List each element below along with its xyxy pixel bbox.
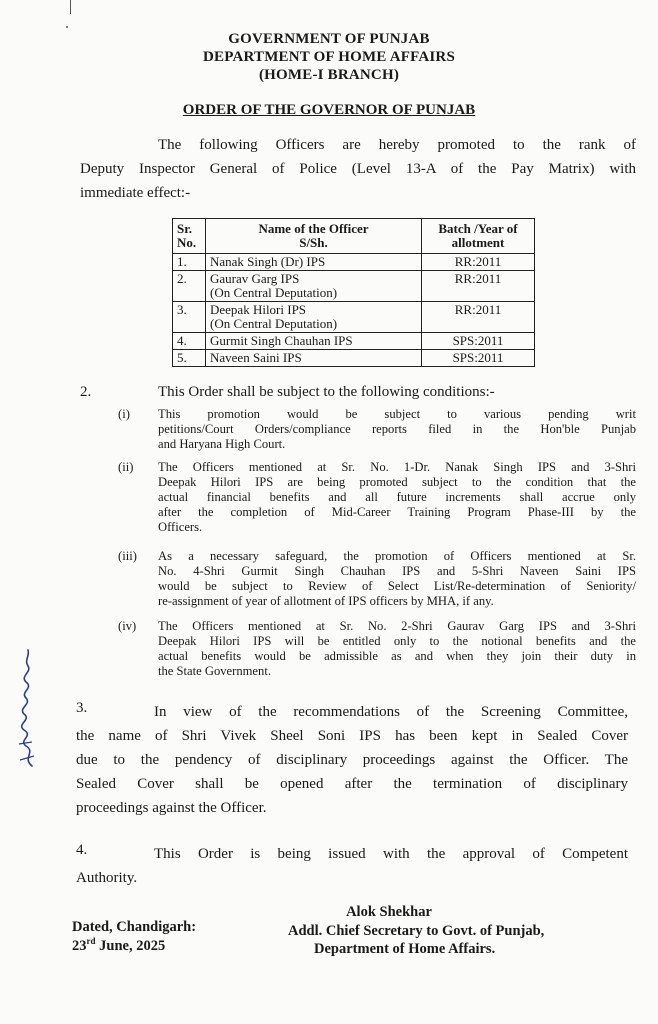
row-batch: RR:2011 xyxy=(422,302,535,333)
signatory-designation: Addl. Chief Secretary to Govt. of Punjab, xyxy=(288,923,545,939)
condition-marker: (iii) xyxy=(118,549,137,563)
table-row xyxy=(173,254,535,271)
header-officer-name: Name of the Officer S/Sh. xyxy=(206,219,422,254)
row-batch: SPS:2011 xyxy=(422,350,535,367)
signatory-department: Department of Home Affairs. xyxy=(314,941,496,957)
row-name: Gaurav Garg IPS (On Central Deputation) xyxy=(206,271,422,302)
header-government: GOVERNMENT OF PUNJAB xyxy=(228,31,430,47)
table-row xyxy=(173,350,535,367)
header-sr-no: Sr. No. xyxy=(173,219,206,254)
signatory-name: Alok Shekhar xyxy=(346,904,432,920)
row-batch: RR:2011 xyxy=(422,254,535,271)
intro-paragraph xyxy=(80,133,636,205)
intro-line: The following Officers are hereby promoted to the rank of xyxy=(158,137,636,153)
para3-number: 3. xyxy=(76,700,88,716)
condition-marker: (iv) xyxy=(118,619,137,633)
para3: In view of the recommendations of the Screening Committee, the name of Shri Vivek Sheel Soni IPS has been kept in Sealed Cover due to the pendency of disciplinary proceedings against the Officer. The Sealed Cover shall be opened after the termination of disciplinary proceedings against the Officer. xyxy=(76,704,628,816)
intro-line: Deputy Inspector General of Police (Level 13-A of the Pay Matrix) with xyxy=(80,161,636,177)
condition-marker: (ii) xyxy=(118,460,134,474)
header-batch: Batch /Year of allotment xyxy=(422,219,535,254)
para2-number: 2. xyxy=(80,384,92,400)
header-branch: (HOME-I BRANCH) xyxy=(258,67,400,83)
para4: This Order is being issued with the approval of Competent Authority. xyxy=(76,846,628,886)
document-page: GOVERNMENT OF PUNJAB DEPARTMENT OF HOME AFFAIRS (HOME-I BRANCH) ORDER OF THE GOVERNOR OF PUNJAB The following Officers are hereby promoted to the rank of Deputy Inspector General of Police (Level 13-A of the Pay Matrix) with immediate effect:- Sr. No. Name of the Officer S/Sh. Batch /Year of allotment 1. Nanak Singh (Dr) IPS RR:2011 2. Gaurav Garg IPS (On Central Deputation) RR:2011 3. Deepak Hilori IPS (On Central Deputation) RR:2011 4. Gurmit Singh Chauhan IPS SPS:2011 5. Naveen Saini IPS SPS:2011 2. This Order shall be subject to the following conditions:- (i) This promotion would be subject to various pending writ petitions/Court Orders/compliance reports filed in the Hon'ble Punjab and Haryana High Court. (ii) The Officers mentioned at Sr. No. 1-Dr. Nanak Singh IPS and 3-Shri Deepak Hilori IPS are being promoted subject to the condition that the actual financial benefits and all future increments shall accrue only after the completion of Mid-Career Training Program Phase-III by the Officers. (iii) As a necessary safeguard, the promotion of Officers mentioned at Sr. No. 4-Shri Gurmit Singh Chauhan IPS and 5-Shri Naveen Saini IPS would be subject to Review of Select List/Re-determination of Seniority/ re-assignment of year of allotment of IPS officers by MHA, if any. (iv) The Officers mentioned at Sr. No. 2-Shri Gaurav Garg IPS and 3-Shri Deepak Hilori IPS will be entitled only to the notional benefits and the actual benefits would be admissible as and when they join their duty in the State Government. 3. In view of the recommendations of the Screening Committee, the name of Shri Vivek Sheel Soni IPS has been kept in Sealed Cover due to the pendency of disciplinary proceedings against the Officer. The Sealed Cover shall be opened after the termination of disciplinary proceedings against the Officer. 4. This Order is being issued with the approval of Competent Authority. Alok Shekhar Addl. Chief Secretary to Govt. of Punjab, Department of Home Affairs. Dated, Chandigarh: 23rd June, 2025 xyxy=(0,0,658,1024)
scan-dot xyxy=(66,26,68,28)
table-row xyxy=(173,271,535,302)
header-department: DEPARTMENT OF HOME AFFAIRS xyxy=(202,49,456,65)
table-row xyxy=(173,302,535,333)
order-title: ORDER OF THE GOVERNOR OF PUNJAB xyxy=(182,102,476,118)
row-sr: 3. xyxy=(173,302,206,333)
row-sr: 2. xyxy=(173,271,206,302)
table-row xyxy=(173,333,535,350)
table-header-row xyxy=(173,219,535,254)
intro-line: immediate effect:- xyxy=(80,185,191,201)
dated-place: Dated, Chandigarh: xyxy=(72,919,197,935)
row-name: Gurmit Singh Chauhan IPS xyxy=(206,333,422,350)
dated-date: 23rd June, 2025 xyxy=(72,936,166,954)
handwritten-initials-icon xyxy=(10,648,40,768)
row-name: Nanak Singh (Dr) IPS xyxy=(206,254,422,271)
row-sr: 4. xyxy=(173,333,206,350)
para2-text: This Order shall be subject to the following conditions:- xyxy=(158,384,495,400)
row-name: Naveen Saini IPS xyxy=(206,350,422,367)
row-sr: 5. xyxy=(173,350,206,367)
row-batch: SPS:2011 xyxy=(422,333,535,350)
row-sr: 1. xyxy=(173,254,206,271)
para4-number: 4. xyxy=(76,842,88,858)
condition-marker: (i) xyxy=(118,407,130,421)
row-batch: RR:2011 xyxy=(422,271,535,302)
officers-table xyxy=(172,218,535,367)
row-name: Deepak Hilori IPS (On Central Deputation) xyxy=(206,302,422,333)
scan-edge-mark xyxy=(70,0,71,14)
